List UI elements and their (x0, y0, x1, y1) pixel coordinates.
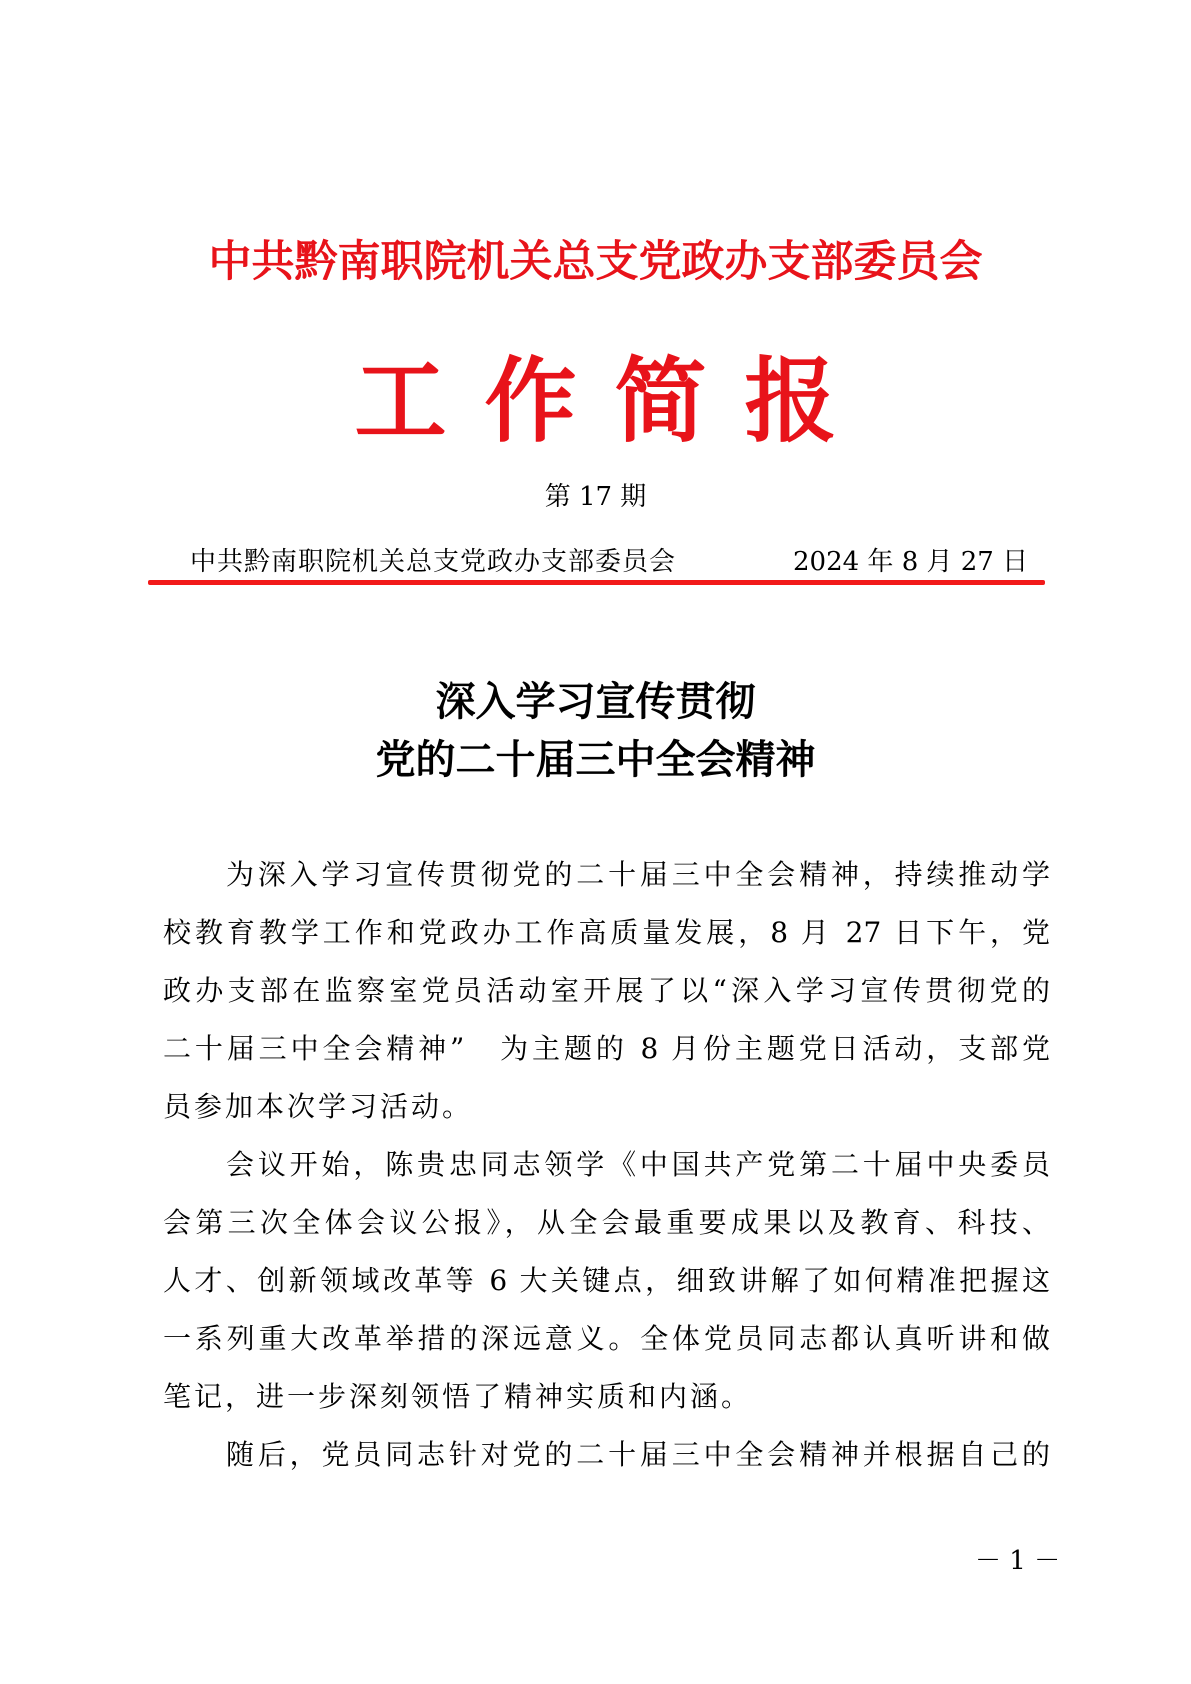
body-line: 人才、创新领域改革等 6 大关键点，细致讲解了如何精准把握这 (163, 1264, 1050, 1297)
article-heading-line-2: 党的二十届三中全会精神 (375, 736, 816, 783)
body-line: 政办支部在监察室党员活动室开展了以“深入学习宣传贯彻党的 (163, 974, 1050, 1007)
page-number: － 1 － (975, 1546, 1061, 1576)
red-divider (148, 580, 1045, 585)
body-line: 笔记，进一步深刻领悟了精神实质和内涵。 (163, 1380, 753, 1413)
body-line: 会第三次全体会议公报》，从全会最重要成果以及教育、科技、 (163, 1206, 1050, 1239)
body-line: 随后，党员同志针对党的二十届三中全会精神并根据自己的 (226, 1438, 1050, 1471)
issuer: 中共黔南职院机关总支党政办支部委员会 (190, 547, 677, 577)
issue-number: 第 17 期 (544, 482, 647, 512)
body-line: 一系列重大改革举措的深远意义。全体党员同志都认真听讲和做 (163, 1322, 1050, 1355)
body-line: 校教育教学工作和党政办工作高质量发展，8 月 27 日下午，党 (163, 916, 1050, 949)
body-line: 二十届三中全会精神” 为主题的 8 月份主题党日活动，支部党 (163, 1032, 1050, 1065)
body-line: 员参加本次学习活动。 (163, 1090, 474, 1123)
issue-date: 2024 年 8 月 27 日 (793, 547, 1029, 577)
bulletin-title: 工作简报 (354, 347, 875, 455)
organization-title: 中共黔南职院机关总支党政办支部委员会 (208, 237, 983, 287)
body-line: 会议开始，陈贵忠同志领学《中国共产党第二十届中央委员 (226, 1148, 1050, 1181)
body-line: 为深入学习宣传贯彻党的二十届三中全会精神，持续推动学 (226, 858, 1050, 891)
article-heading-line-1: 深入学习宣传贯彻 (435, 678, 756, 725)
